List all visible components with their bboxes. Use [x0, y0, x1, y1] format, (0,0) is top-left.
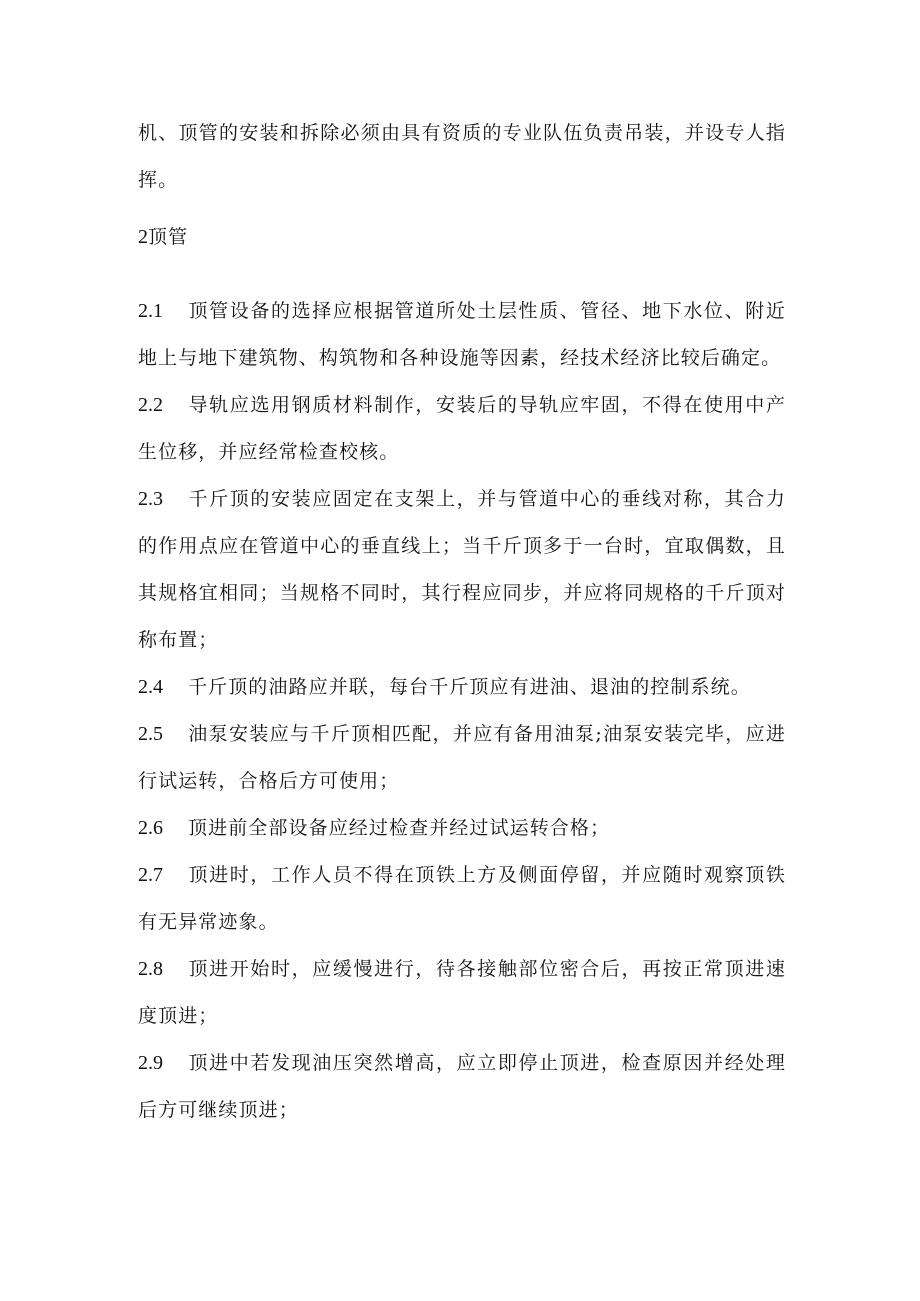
clause-text: 顶管设备的选择应根据管道所处土层性质、管径、地下水位、附近地上与地下建筑物、构筑物和各种设施等因素，经技术经济比较后确定。 — [138, 300, 786, 369]
clause-list — [138, 288, 786, 1134]
section-heading — [138, 214, 786, 261]
section-title: 顶管 — [148, 226, 189, 248]
intro-block — [138, 110, 786, 204]
clause-number: 2.4 — [138, 676, 163, 698]
clause-text: 导轨应选用钢质材料制作，安装后的导轨应牢固，不得在使用中产生位移，并应经常检查校核。 — [138, 394, 786, 463]
clause-number: 2.5 — [138, 723, 163, 745]
clause-item — [138, 805, 786, 852]
clause-text: 顶进前全部设备应经过检查并经过试运转合格； — [188, 817, 611, 839]
clause-number: 2.3 — [138, 488, 163, 510]
clause-number: 2.9 — [138, 1052, 163, 1074]
clause-text: 顶进时，工作人员不得在顶铁上方及侧面停留，并应随时观察顶铁有无异常迹象。 — [138, 864, 786, 933]
clause-text: 油泵安装应与千斤顶相匹配，并应有备用油泵;油泵安装完毕，应进行试运转，合格后方可使用； — [138, 723, 786, 792]
clause-number: 2.1 — [138, 300, 163, 322]
clause-item — [138, 1040, 786, 1134]
clause-number: 2.2 — [138, 394, 163, 416]
clause-number: 2.8 — [138, 958, 163, 980]
clause-text: 千斤顶的安装应固定在支架上，并与管道中心的垂线对称，其合力的作用点应在管道中心的垂直线上；当千斤顶多于一台时，宜取偶数，且其规格宜相同；当规格不同时，其行程应同步，并应将同规格的千斤顶对称布置； — [138, 488, 786, 651]
section-number: 2 — [138, 226, 148, 248]
clause-item — [138, 476, 786, 664]
clause-item — [138, 711, 786, 805]
clause-number: 2.6 — [138, 817, 163, 839]
clause-item — [138, 664, 786, 711]
clause-text: 顶进中若发现油压突然增高，应立即停止顶进，检查原因并经处理后方可继续顶进； — [138, 1052, 786, 1121]
clause-item — [138, 946, 786, 1040]
clause-text: 顶进开始时，应缓慢进行，待各接触部位密合后，再按正常顶进速度顶进； — [138, 958, 786, 1027]
clause-item — [138, 382, 786, 476]
clause-item — [138, 852, 786, 946]
clause-number: 2.7 — [138, 864, 163, 886]
clause-item — [138, 288, 786, 382]
intro-paragraph: 机、顶管的安装和拆除必须由具有资质的专业队伍负责吊装，并设专人指挥。 — [138, 122, 786, 191]
clause-text: 千斤顶的油路应并联，每台千斤顶应有进油、退油的控制系统。 — [188, 676, 751, 698]
section-heading-block — [138, 214, 786, 261]
